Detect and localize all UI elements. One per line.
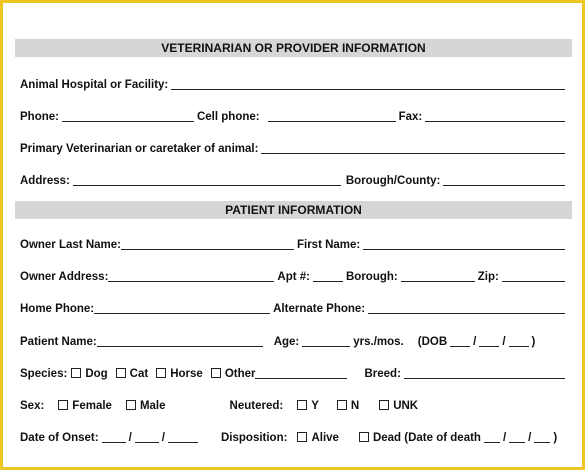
- checkbox[interactable]: [71, 368, 81, 378]
- checkbox[interactable]: [126, 400, 136, 410]
- home-phone-label: Home Phone:: [20, 303, 95, 315]
- species-option-label: Cat: [129, 368, 149, 380]
- borough-county-field[interactable]: [443, 173, 565, 186]
- checkbox[interactable]: [116, 368, 126, 378]
- death-month-field[interactable]: [484, 430, 500, 443]
- death-close: ): [553, 432, 558, 444]
- breed-label: Breed:: [364, 368, 401, 380]
- neutered-option-label: Y: [311, 400, 319, 412]
- row-species: [20, 364, 568, 380]
- sex-option-label: Male: [139, 400, 166, 412]
- sex-option-label: Female: [72, 400, 112, 412]
- row-owner-name: [20, 235, 568, 251]
- fax-label: Fax:: [398, 111, 423, 123]
- onset-separator: /: [128, 432, 132, 444]
- patient-name-field[interactable]: [97, 334, 263, 347]
- death-day-field[interactable]: [509, 430, 525, 443]
- neutered-option-unk[interactable]: [379, 400, 418, 412]
- sex-label: Sex:: [20, 400, 45, 412]
- home-phone-field[interactable]: [94, 301, 270, 314]
- death-year-field[interactable]: [534, 430, 550, 443]
- disposition-label: Disposition:: [221, 432, 288, 444]
- dob-separator: /: [473, 336, 477, 348]
- row-patient-name: [20, 332, 568, 348]
- dob-day-field[interactable]: [479, 334, 499, 347]
- onset-month-field[interactable]: [102, 430, 126, 443]
- address-label: Address:: [20, 175, 70, 187]
- phone-field[interactable]: [62, 109, 194, 122]
- row-phones: [20, 107, 568, 123]
- alternate-phone-field[interactable]: [368, 301, 565, 314]
- checkbox[interactable]: [211, 368, 221, 378]
- alive-label: Alive: [311, 432, 339, 444]
- species-option-dog[interactable]: [71, 368, 107, 380]
- apt-field[interactable]: [313, 269, 343, 282]
- primary-vet-label: Primary Veterinarian or caretaker of animal:: [20, 143, 259, 155]
- first-name-field[interactable]: [363, 237, 565, 250]
- cell-phone-field[interactable]: [268, 109, 396, 122]
- date-of-onset-label: Date of Onset:: [20, 432, 99, 444]
- section-header-patient: PATIENT INFORMATION: [15, 201, 572, 219]
- checkbox[interactable]: [337, 400, 347, 410]
- species-option-label: Horse: [170, 368, 203, 380]
- apt-label: Apt #:: [277, 271, 310, 283]
- species-option-horse[interactable]: [156, 368, 203, 380]
- owner-address-field[interactable]: [108, 269, 274, 282]
- species-other-field[interactable]: [255, 366, 347, 379]
- neutered-option-label: N: [350, 400, 360, 412]
- borough-field[interactable]: [401, 269, 475, 282]
- species-label: Species:: [20, 368, 68, 380]
- zip-label: Zip:: [477, 271, 499, 283]
- first-name-label: First Name:: [296, 239, 361, 251]
- dob-label: (DOB: [417, 336, 448, 348]
- dob-month-field[interactable]: [450, 334, 470, 347]
- dead-label: Dead (Date of death: [372, 432, 481, 444]
- section-header-veterinarian: VETERINARIAN OR PROVIDER INFORMATION: [15, 39, 572, 57]
- row-address: [20, 171, 568, 187]
- species-option-other[interactable]: [211, 368, 256, 380]
- owner-address-label: Owner Address:: [20, 271, 109, 283]
- zip-field[interactable]: [502, 269, 565, 282]
- address-field[interactable]: [73, 173, 341, 186]
- species-option-cat[interactable]: [116, 368, 149, 380]
- checkbox[interactable]: [297, 432, 307, 442]
- row-sex: [20, 396, 568, 412]
- yrs-mos-label: yrs./mos.: [353, 336, 404, 348]
- age-label: Age:: [273, 336, 300, 348]
- hospital-field[interactable]: [171, 77, 565, 90]
- neutered-option-y[interactable]: [297, 400, 319, 412]
- primary-vet-field[interactable]: [261, 141, 565, 154]
- row-owner-address: [20, 267, 568, 283]
- phone-label: Phone:: [20, 111, 59, 123]
- dob-close: ): [531, 336, 536, 348]
- dob-separator: /: [502, 336, 506, 348]
- neutered-label: Neutered:: [229, 400, 284, 412]
- checkbox[interactable]: [58, 400, 68, 410]
- owner-last-name-field[interactable]: [121, 237, 294, 250]
- alternate-phone-label: Alternate Phone:: [273, 303, 366, 315]
- checkbox[interactable]: [156, 368, 166, 378]
- borough-label: Borough:: [346, 271, 398, 283]
- species-option-label: Other: [224, 368, 256, 380]
- patient-name-label: Patient Name:: [20, 336, 97, 348]
- row-primary-vet: [20, 139, 568, 155]
- owner-last-name-label: Owner Last Name:: [20, 239, 121, 251]
- row-hospital: [20, 75, 568, 91]
- sex-option-female[interactable]: [58, 400, 112, 412]
- borough-county-label: Borough/County:: [345, 175, 441, 187]
- dob-year-field[interactable]: [509, 334, 529, 347]
- checkbox[interactable]: [297, 400, 307, 410]
- species-option-label: Dog: [85, 368, 108, 380]
- disposition-option-alive[interactable]: [297, 432, 339, 444]
- disposition-option-dead[interactable]: [359, 432, 481, 444]
- onset-day-field[interactable]: [135, 430, 159, 443]
- neutered-option-n[interactable]: [337, 400, 359, 412]
- checkbox[interactable]: [379, 400, 389, 410]
- hospital-label: Animal Hospital or Facility:: [20, 79, 169, 91]
- checkbox[interactable]: [359, 432, 369, 442]
- onset-year-field[interactable]: [168, 430, 198, 443]
- form-page: [3, 3, 582, 467]
- death-separator: /: [502, 432, 507, 444]
- cell-phone-label: Cell phone:: [196, 111, 260, 123]
- onset-separator: /: [161, 432, 165, 444]
- age-field[interactable]: [302, 334, 350, 347]
- sex-option-male[interactable]: [126, 400, 166, 412]
- row-onset: [20, 428, 568, 444]
- fax-field[interactable]: [425, 109, 565, 122]
- breed-field[interactable]: [404, 366, 565, 379]
- neutered-option-label: UNK: [393, 400, 419, 412]
- death-separator: /: [528, 432, 532, 444]
- row-phones-owner: [20, 299, 568, 315]
